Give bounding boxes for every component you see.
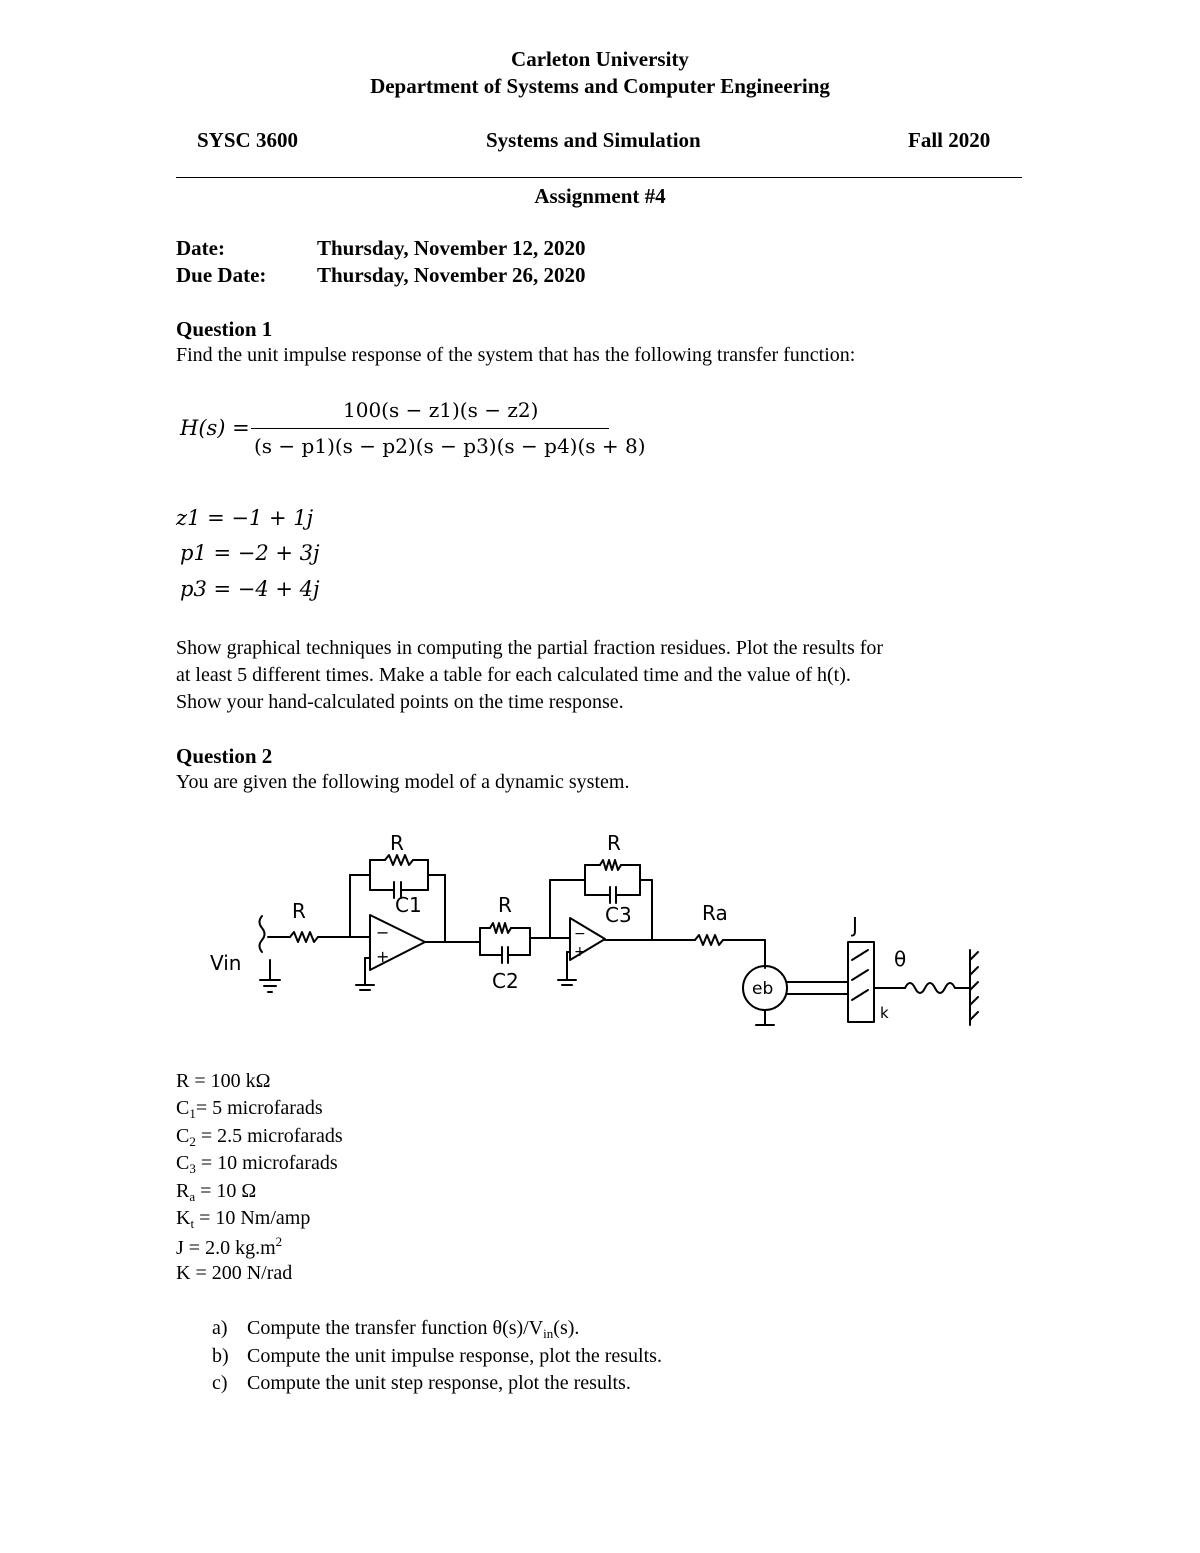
subquestion-a-subscript: in [543, 1326, 554, 1341]
param-r: R = 100 kΩ [176, 1070, 271, 1092]
subquestion-a [212, 1317, 579, 1342]
subquestion-a-text-end: (s). [553, 1317, 580, 1339]
question-1-body-line: Show graphical techniques in computing the partial fraction residues. Plot the results for [176, 637, 884, 659]
input-resistor [290, 932, 318, 942]
date-value: Thursday, November 12, 2020 [317, 236, 586, 260]
subquestion-c [212, 1372, 631, 1395]
label-k: k [880, 1004, 889, 1022]
param-j [176, 1234, 282, 1260]
param-c2-value: = 2.5 microfarads [195, 1125, 343, 1147]
param-c3 [176, 1152, 338, 1177]
question-1-body-line: at least 5 different times. Make a table for each calculated time and the value of h(t). [176, 664, 851, 686]
param-ra-value: = 10 Ω [195, 1180, 257, 1202]
zero-z1: z1 = −1 + 1j [176, 506, 314, 530]
param-kt [176, 1207, 310, 1232]
label-c3: C3 [605, 903, 632, 927]
label-c1: C1 [395, 893, 422, 917]
subquestion-b [212, 1345, 662, 1368]
question-1-body-line: Show your hand-calculated points on the time response. [176, 691, 624, 713]
label-eb: eb [752, 979, 774, 999]
subquestion-a-marker: a) [212, 1317, 228, 1339]
subquestion-b-text: Compute the unit impulse response, plot the results. [247, 1345, 662, 1367]
label-ra: Ra [702, 901, 728, 925]
due-date-value: Thursday, November 26, 2020 [317, 263, 586, 287]
label-opamp1-plus: + [376, 947, 390, 966]
department-name: Department of Systems and Computer Engineering [370, 74, 830, 98]
question-2-intro: You are given the following model of a dynamic system. [176, 771, 630, 793]
label-r-middle: R [498, 893, 512, 917]
university-name: Carleton University [511, 47, 689, 71]
subquestion-c-marker: c) [212, 1372, 228, 1394]
subquestion-a-text: Compute the transfer function θ(s)/V [247, 1317, 544, 1339]
pole-p3: p3 = −4 + 4j [180, 577, 320, 601]
param-ra [176, 1180, 256, 1205]
label-vin: Vin [210, 951, 242, 975]
param-kt-subscript: t [190, 1216, 195, 1231]
question-1-title: Question 1 [176, 317, 273, 341]
subquestion-b-marker: b) [212, 1345, 229, 1367]
param-c2 [176, 1125, 343, 1150]
middle-resistor [490, 923, 511, 933]
transfer-function-numerator: 100(s − z1)(s − z2) [343, 398, 539, 422]
question-2-title: Question 2 [176, 744, 273, 768]
label-j: J [852, 913, 858, 937]
param-c3-symbol: C [176, 1152, 190, 1174]
param-c1-subscript: 1 [189, 1106, 196, 1121]
feedback-resistor-2 [600, 860, 621, 870]
spring-k [905, 983, 955, 993]
param-ra-subscript: a [189, 1189, 196, 1204]
transfer-function-lhs: H(s) = [180, 416, 250, 440]
date-label: Date: [176, 236, 225, 260]
header-divider [176, 177, 1022, 178]
course-code: SYSC 3600 [197, 128, 298, 152]
fraction-bar [251, 428, 609, 429]
param-c1-symbol: C [176, 1097, 190, 1119]
label-opamp1-minus: − [376, 923, 390, 942]
feedback-resistor-1 [385, 855, 413, 865]
due-date-label: Due Date: [176, 263, 267, 287]
label-r-feedback-2: R [607, 831, 621, 855]
param-j-superscript: 2 [275, 1234, 283, 1249]
circuit-diagram [190, 820, 990, 1045]
armature-resistor [695, 935, 723, 945]
question-1-body [176, 635, 1026, 716]
pole-p1: p1 = −2 + 3j [180, 541, 320, 565]
term: Fall 2020 [908, 128, 991, 152]
param-kt-value: = 10 Nm/amp [194, 1207, 311, 1229]
param-c3-subscript: 3 [189, 1161, 196, 1176]
label-opamp2-plus: + [574, 944, 586, 960]
subquestion-c-text: Compute the unit step response, plot the results. [247, 1372, 631, 1394]
vin-source-symbol [260, 916, 265, 952]
course-name: Systems and Simulation [486, 128, 701, 152]
label-opamp2-minus: − [574, 926, 586, 942]
assignment-title: Assignment #4 [534, 184, 666, 208]
transfer-function-denominator: (s − p1)(s − p2)(s − p3)(s − p4)(s + 8) [254, 434, 646, 458]
param-c1 [176, 1097, 323, 1122]
param-ra-symbol: R [176, 1180, 190, 1202]
param-c3-value: = 10 microfarads [195, 1152, 338, 1174]
param-kt-symbol: K [176, 1207, 191, 1229]
question-1-intro: Find the unit impulse response of the system that has the following transfer function: [176, 344, 856, 366]
param-c1-value: = 5 microfarads [195, 1097, 323, 1119]
param-c2-subscript: 2 [189, 1134, 196, 1149]
label-c2: C2 [492, 969, 519, 993]
param-c2-symbol: C [176, 1125, 190, 1147]
label-r-input: R [292, 899, 306, 923]
label-theta: θ [894, 947, 907, 971]
param-k: K = 200 N/rad [176, 1262, 293, 1284]
param-j-value: J = 2.0 kg.m [176, 1237, 276, 1259]
label-r-feedback-1: R [390, 831, 404, 855]
